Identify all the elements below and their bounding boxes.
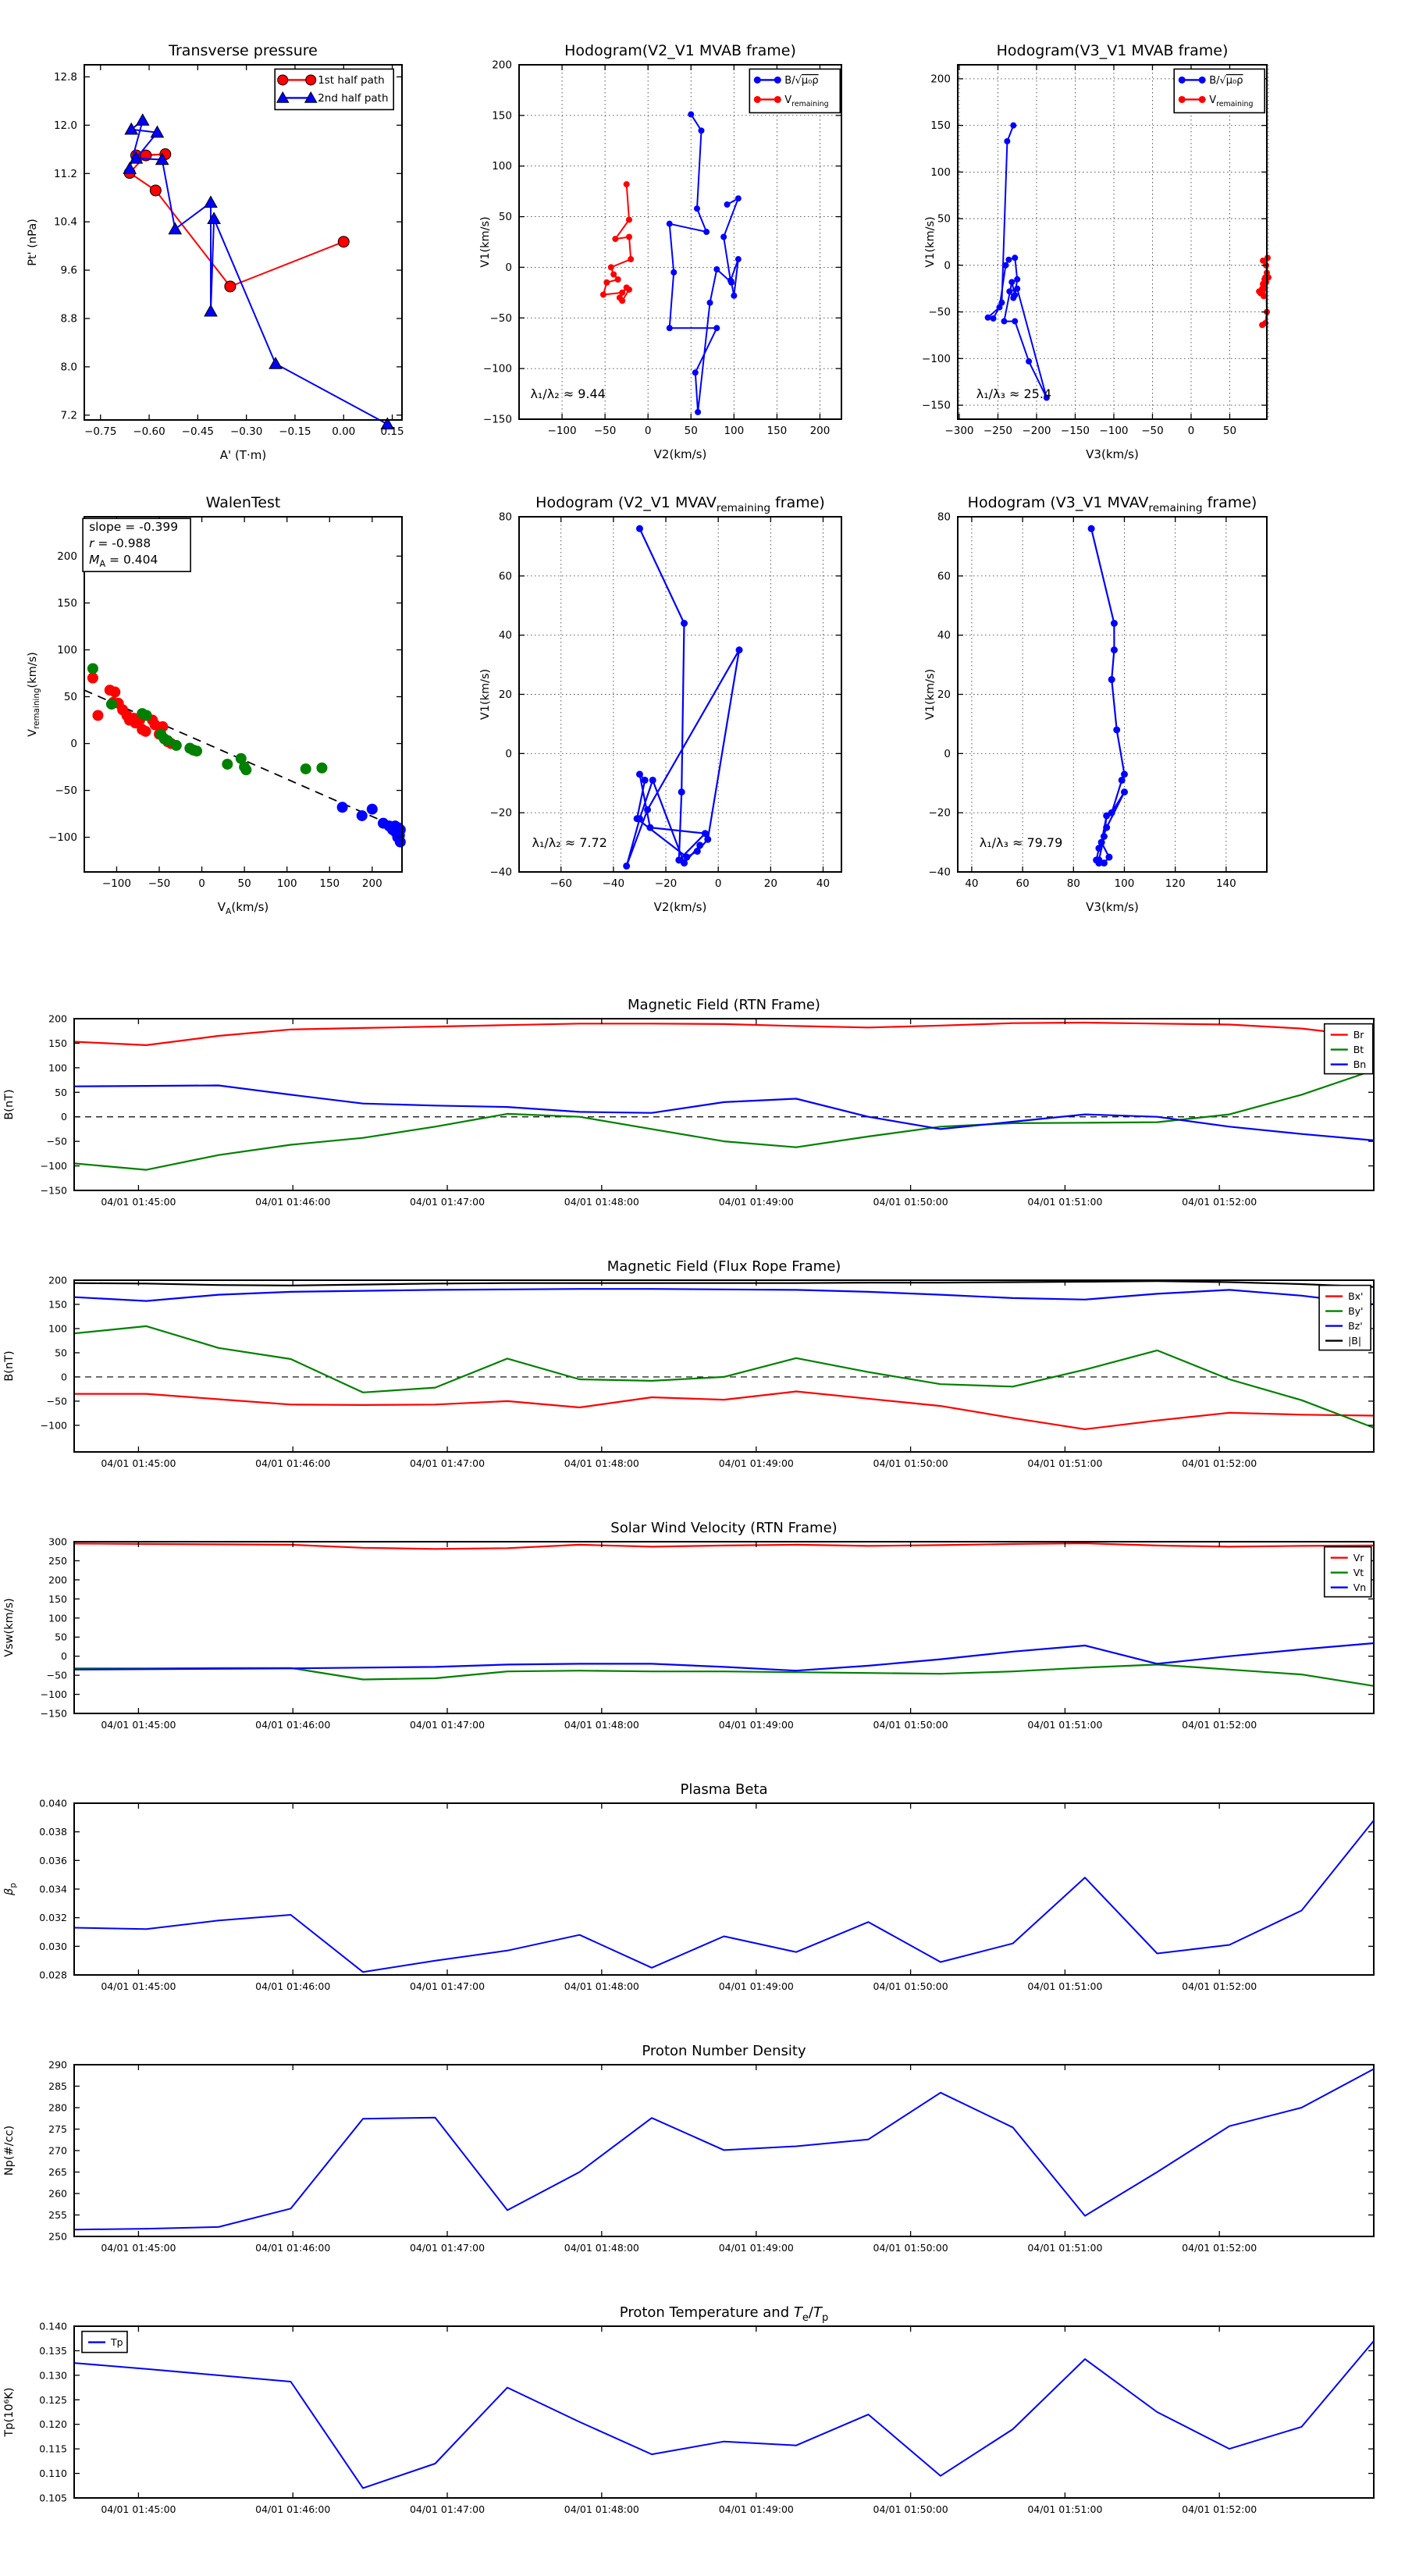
svg-text:−20: −20 xyxy=(928,806,951,820)
svg-text:100: 100 xyxy=(48,1612,67,1624)
svg-text:8.0: 8.0 xyxy=(60,361,77,374)
svg-text:0.140: 0.140 xyxy=(39,2320,67,2332)
svg-text:50: 50 xyxy=(55,1086,67,1098)
svg-text:Br: Br xyxy=(1353,1029,1364,1041)
svg-text:04/01 01:46:00: 04/01 01:46:00 xyxy=(255,2242,331,2254)
svg-text:Vsw(km/s): Vsw(km/s) xyxy=(3,1598,16,1657)
svg-text:0: 0 xyxy=(944,747,951,760)
svg-text:04/01 01:48:00: 04/01 01:48:00 xyxy=(564,1719,639,1731)
svg-text:−150: −150 xyxy=(40,1184,67,1197)
svg-text:04/01 01:52:00: 04/01 01:52:00 xyxy=(1182,2242,1257,2254)
svg-text:0.036: 0.036 xyxy=(39,1854,67,1866)
svg-text:−0.75: −0.75 xyxy=(84,425,117,438)
svg-text:Proton Number Density: Proton Number Density xyxy=(642,2043,806,2059)
svg-text:260: 260 xyxy=(48,2187,67,2200)
svg-text:1st half path: 1st half path xyxy=(318,73,385,87)
svg-text:0: 0 xyxy=(61,1371,67,1383)
svg-text:20: 20 xyxy=(498,688,512,701)
svg-text:−50: −50 xyxy=(489,311,512,325)
svg-text:−100: −100 xyxy=(40,1419,67,1432)
svg-text:280: 280 xyxy=(48,2101,67,2114)
svg-text:300: 300 xyxy=(48,1535,67,1548)
chart-solar-wind-velocity xyxy=(0,1514,1405,1741)
svg-text:04/01 01:48:00: 04/01 01:48:00 xyxy=(564,2503,639,2515)
svg-text:04/01 01:45:00: 04/01 01:45:00 xyxy=(101,2242,176,2254)
svg-text:Magnetic Field (RTN Frame): Magnetic Field (RTN Frame) xyxy=(628,997,820,1013)
svg-text:40: 40 xyxy=(498,629,512,642)
svg-text:B/√μ₀ρ: B/√μ₀ρ xyxy=(784,74,819,87)
svg-text:200: 200 xyxy=(48,1274,67,1286)
svg-text:100: 100 xyxy=(930,165,951,179)
svg-text:100: 100 xyxy=(724,425,745,437)
svg-text:120: 120 xyxy=(1165,877,1186,890)
svg-text:0.110: 0.110 xyxy=(39,2467,67,2480)
svg-text:Solar Wind Velocity (RTN Frame: Solar Wind Velocity (RTN Frame) xyxy=(610,1520,838,1536)
svg-text:12.0: 12.0 xyxy=(53,119,77,132)
svg-text:0: 0 xyxy=(714,877,722,890)
svg-text:200: 200 xyxy=(492,59,512,72)
svg-text:150: 150 xyxy=(48,1298,67,1311)
svg-text:−250: −250 xyxy=(983,425,1013,437)
svg-text:−50: −50 xyxy=(928,306,951,319)
svg-text:04/01 01:49:00: 04/01 01:49:00 xyxy=(718,1457,794,1469)
svg-text:04/01 01:46:00: 04/01 01:46:00 xyxy=(255,1980,331,1992)
svg-text:A' (T·m): A' (T·m) xyxy=(219,448,267,462)
svg-text:Np(#/cc): Np(#/cc) xyxy=(3,2125,16,2176)
svg-text:7.2: 7.2 xyxy=(60,409,77,422)
svg-text:04/01 01:45:00: 04/01 01:45:00 xyxy=(101,1719,176,1731)
svg-text:80: 80 xyxy=(1066,877,1080,890)
svg-text:04/01 01:45:00: 04/01 01:45:00 xyxy=(101,1980,176,1992)
svg-text:04/01 01:52:00: 04/01 01:52:00 xyxy=(1182,1457,1257,1469)
svg-text:r = -0.988: r = -0.988 xyxy=(89,536,151,551)
svg-text:−20: −20 xyxy=(489,806,512,820)
svg-text:265: 265 xyxy=(48,2166,67,2178)
svg-text:−100: −100 xyxy=(40,1160,67,1172)
svg-text:−150: −150 xyxy=(921,399,951,412)
svg-text:04/01 01:50:00: 04/01 01:50:00 xyxy=(873,1980,948,1992)
svg-text:200: 200 xyxy=(930,73,951,86)
svg-text:20: 20 xyxy=(763,877,777,890)
svg-text:−100: −100 xyxy=(48,831,77,845)
svg-text:Bz': Bz' xyxy=(1348,1320,1363,1332)
svg-text:λ₁/λ₃ ≈ 25.4: λ₁/λ₃ ≈ 25.4 xyxy=(976,386,1052,401)
svg-text:−20: −20 xyxy=(654,877,678,890)
svg-text:04/01 01:45:00: 04/01 01:45:00 xyxy=(101,1457,176,1469)
svg-text:−50: −50 xyxy=(46,1395,67,1407)
svg-text:|B|: |B| xyxy=(1348,1335,1362,1347)
svg-text:150: 150 xyxy=(57,596,77,610)
svg-text:04/01 01:52:00: 04/01 01:52:00 xyxy=(1182,1980,1257,1992)
svg-text:60: 60 xyxy=(498,570,512,583)
svg-text:04/01 01:46:00: 04/01 01:46:00 xyxy=(255,1457,331,1469)
svg-text:−200: −200 xyxy=(1022,425,1051,437)
svg-text:250: 250 xyxy=(48,2230,67,2243)
svg-text:0.032: 0.032 xyxy=(39,1912,67,1924)
svg-text:50: 50 xyxy=(63,691,77,704)
svg-text:04/01 01:47:00: 04/01 01:47:00 xyxy=(409,2503,486,2515)
svg-text:0: 0 xyxy=(198,877,205,890)
svg-text:04/01 01:52:00: 04/01 01:52:00 xyxy=(1182,1196,1257,1208)
svg-text:Vremaining: $V_{remaining}$ xyxy=(784,94,829,109)
svg-text:11.2: 11.2 xyxy=(53,167,77,180)
svg-text:50: 50 xyxy=(55,1631,67,1643)
svg-text:04/01 01:49:00: 04/01 01:49:00 xyxy=(718,2242,794,2254)
svg-text:Vremaining(km/s): $V_{remaining}(km/s)$ xyxy=(27,652,41,737)
svg-text:200: 200 xyxy=(48,1574,67,1586)
svg-text:04/01 01:46:00: 04/01 01:46:00 xyxy=(255,1719,331,1731)
svg-text:Plasma Beta: Plasma Beta xyxy=(680,1781,768,1798)
svg-text:04/01 01:47:00: 04/01 01:47:00 xyxy=(409,2242,486,2254)
svg-text:20: 20 xyxy=(937,688,951,701)
svg-text:−150: −150 xyxy=(40,1707,67,1720)
chart-magnetic-field-flux-rope xyxy=(0,1253,1405,1479)
chart-magnetic-field-rtn xyxy=(0,991,1405,1218)
svg-text:100: 100 xyxy=(57,643,77,656)
svg-text:Tp(10⁶K): Tp(10⁶K) xyxy=(3,2387,16,2437)
svg-text:04/01 01:50:00: 04/01 01:50:00 xyxy=(873,1457,948,1469)
svg-text:04/01 01:51:00: 04/01 01:51:00 xyxy=(1027,1196,1103,1208)
svg-text:04/01 01:45:00: 04/01 01:45:00 xyxy=(101,1196,176,1208)
svg-text:0.030: 0.030 xyxy=(39,1940,67,1952)
svg-text:04/01 01:48:00: 04/01 01:48:00 xyxy=(564,1457,639,1469)
svg-text:0: 0 xyxy=(505,747,512,760)
svg-text:290: 290 xyxy=(48,2058,67,2071)
svg-text:−100: −100 xyxy=(1099,425,1129,437)
chart-proton-number-density xyxy=(0,2037,1405,2264)
svg-text:0.120: 0.120 xyxy=(39,2418,67,2431)
svg-text:150: 150 xyxy=(930,119,951,133)
svg-text:−0.30: −0.30 xyxy=(229,425,263,438)
svg-text:Bt: Bt xyxy=(1353,1044,1364,1056)
svg-text:2nd half path: 2nd half path xyxy=(318,91,389,105)
svg-text:04/01 01:50:00: 04/01 01:50:00 xyxy=(873,2503,948,2515)
svg-text:Tp: Tp xyxy=(110,2336,123,2349)
svg-text:150: 150 xyxy=(319,877,340,890)
svg-text:275: 275 xyxy=(48,2123,67,2135)
svg-text:100: 100 xyxy=(492,160,512,173)
svg-text:Proton Temperature and Te/Tp: Proton Temperature and $T_e/T_p$ xyxy=(619,2304,829,2324)
svg-text:−300: −300 xyxy=(944,425,974,437)
svg-text:50: 50 xyxy=(937,212,951,226)
svg-text:0.00: 0.00 xyxy=(332,425,356,438)
svg-text:04/01 01:49:00: 04/01 01:49:00 xyxy=(718,2503,794,2515)
svg-text:V1(km/s): V1(km/s) xyxy=(479,216,492,268)
svg-text:λ₁/λ₂ ≈ 7.72: λ₁/λ₂ ≈ 7.72 xyxy=(532,835,607,851)
svg-text:0.115: 0.115 xyxy=(39,2443,67,2455)
svg-text:−50: −50 xyxy=(46,1135,67,1147)
svg-text:140: 140 xyxy=(1215,877,1236,890)
svg-text:B/√μ₀ρ: B/√μ₀ρ xyxy=(1209,74,1243,87)
svg-text:12.8: 12.8 xyxy=(53,70,77,84)
svg-text:04/01 01:50:00: 04/01 01:50:00 xyxy=(873,2242,948,2254)
svg-text:0.038: 0.038 xyxy=(39,1826,67,1838)
svg-text:Vremaining: $V_{remaining}$ xyxy=(1209,94,1254,109)
svg-text:−100: −100 xyxy=(921,352,951,365)
svg-text:04/01 01:51:00: 04/01 01:51:00 xyxy=(1027,1719,1103,1731)
chart-hodogram-v2v1-mvab xyxy=(476,16,882,468)
svg-text:04/01 01:50:00: 04/01 01:50:00 xyxy=(873,1719,948,1731)
svg-text:−40: −40 xyxy=(602,877,625,890)
svg-text:−0.60: −0.60 xyxy=(133,425,165,438)
svg-text:V1(km/s): V1(km/s) xyxy=(924,216,937,268)
svg-text:60: 60 xyxy=(937,570,951,583)
svg-text:slope = -0.399: slope = -0.399 xyxy=(89,520,179,535)
svg-text:100: 100 xyxy=(276,877,297,890)
chart-hodogram-v3v1-mvab xyxy=(921,16,1327,468)
svg-text:04/01 01:47:00: 04/01 01:47:00 xyxy=(409,1457,486,1469)
svg-text:Transverse pressure: Transverse pressure xyxy=(169,42,318,59)
svg-text:100: 100 xyxy=(1114,877,1135,890)
svg-text:−50: −50 xyxy=(46,1669,67,1681)
svg-text:04/01 01:47:00: 04/01 01:47:00 xyxy=(409,1980,486,1992)
svg-text:50: 50 xyxy=(1222,425,1237,437)
svg-text:50: 50 xyxy=(55,1347,67,1359)
svg-text:04/01 01:49:00: 04/01 01:49:00 xyxy=(718,1719,794,1731)
svg-text:−0.15: −0.15 xyxy=(279,425,311,438)
svg-text:WalenTest: WalenTest xyxy=(205,494,281,511)
svg-text:V2(km/s): V2(km/s) xyxy=(653,900,707,914)
chart-walen-test xyxy=(23,468,429,921)
svg-text:Vt: Vt xyxy=(1353,1567,1364,1579)
svg-text:200: 200 xyxy=(57,550,77,563)
chart-hodogram-v2v1-mvav xyxy=(476,468,882,921)
svg-text:V2(km/s): V2(km/s) xyxy=(653,447,707,461)
svg-text:0.105: 0.105 xyxy=(39,2492,67,2504)
svg-text:255: 255 xyxy=(48,2209,67,2221)
svg-text:150: 150 xyxy=(492,109,512,123)
svg-text:0.130: 0.130 xyxy=(39,2369,67,2382)
svg-text:04/01 01:46:00: 04/01 01:46:00 xyxy=(255,1196,331,1208)
svg-text:0: 0 xyxy=(61,1111,67,1123)
svg-text:Vr: Vr xyxy=(1353,1552,1364,1564)
svg-text:0: 0 xyxy=(70,738,77,751)
svg-text:04/01 01:50:00: 04/01 01:50:00 xyxy=(873,1196,948,1208)
svg-text:V3(km/s): V3(km/s) xyxy=(1086,447,1139,461)
chart-hodogram-v3v1-mvav xyxy=(921,468,1327,921)
svg-text:−50: −50 xyxy=(593,425,617,437)
svg-text:04/01 01:51:00: 04/01 01:51:00 xyxy=(1027,2242,1103,2254)
svg-text:04/01 01:51:00: 04/01 01:51:00 xyxy=(1027,2503,1103,2515)
svg-text:0: 0 xyxy=(644,425,652,437)
svg-text:04/01 01:52:00: 04/01 01:52:00 xyxy=(1182,2503,1257,2515)
svg-text:50: 50 xyxy=(684,425,698,437)
svg-text:0.028: 0.028 xyxy=(39,1969,67,1981)
svg-text:λ₁/λ₂ ≈ 9.44: λ₁/λ₂ ≈ 9.44 xyxy=(530,386,606,401)
svg-text:Hodogram(V2_V1 MVAB frame): Hodogram(V2_V1 MVAB frame) xyxy=(564,42,796,59)
svg-text:100: 100 xyxy=(48,1062,67,1074)
svg-text:V3(km/s): V3(km/s) xyxy=(1086,900,1139,914)
svg-text:150: 150 xyxy=(767,425,788,437)
svg-text:60: 60 xyxy=(1016,877,1030,890)
svg-text:0: 0 xyxy=(1187,425,1195,437)
svg-text:04/01 01:52:00: 04/01 01:52:00 xyxy=(1182,1719,1257,1731)
svg-text:10.4: 10.4 xyxy=(53,215,77,229)
svg-text:40: 40 xyxy=(816,877,831,890)
svg-text:04/01 01:45:00: 04/01 01:45:00 xyxy=(101,2503,176,2515)
svg-text:250: 250 xyxy=(48,1554,67,1567)
svg-text:Hodogram (V3_V1 MVAVremaining: Hodogram (V3_V1 $MVAV_{remaining}$ frame) xyxy=(967,494,1257,514)
svg-text:04/01 01:47:00: 04/01 01:47:00 xyxy=(409,1719,486,1731)
svg-text:MA = 0.404: $M_A = 0.404$ xyxy=(89,553,158,570)
svg-text:−100: −100 xyxy=(482,362,512,375)
svg-text:0: 0 xyxy=(944,259,951,272)
svg-text:04/01 01:48:00: 04/01 01:48:00 xyxy=(564,1980,639,1992)
svg-text:04/01 01:48:00: 04/01 01:48:00 xyxy=(564,2242,639,2254)
svg-text:285: 285 xyxy=(48,2080,67,2092)
svg-text:200: 200 xyxy=(809,425,831,437)
svg-text:VA(km/s): $V_A(km/s)$ xyxy=(217,900,269,916)
svg-text:Hodogram (V2_V1 MVAVremaining: Hodogram (V2_V1 $MVAV_{remaining}$ frame) xyxy=(535,494,825,514)
svg-text:Bx': Bx' xyxy=(1348,1290,1364,1303)
svg-text:9.6: 9.6 xyxy=(60,264,77,277)
chart-plasma-beta xyxy=(0,1776,1405,2002)
svg-text:0.135: 0.135 xyxy=(39,2344,67,2357)
svg-text:−100: −100 xyxy=(101,877,132,890)
svg-text:150: 150 xyxy=(48,1592,67,1605)
svg-text:V1(km/s): V1(km/s) xyxy=(479,668,492,720)
svg-text:V1(km/s): V1(km/s) xyxy=(924,668,937,720)
svg-text:200: 200 xyxy=(361,877,382,890)
svg-text:−150: −150 xyxy=(1060,425,1090,437)
svg-text:−100: −100 xyxy=(40,1688,67,1701)
svg-text:0.034: 0.034 xyxy=(39,1883,67,1895)
svg-text:0: 0 xyxy=(61,1650,67,1663)
svg-text:Magnetic Field (Flux Rope Fram: Magnetic Field (Flux Rope Frame) xyxy=(606,1258,841,1275)
svg-text:40: 40 xyxy=(937,629,951,642)
svg-text:−60: −60 xyxy=(550,877,572,890)
svg-text:0.15: 0.15 xyxy=(380,425,404,438)
svg-text:B(nT): B(nT) xyxy=(3,1089,16,1120)
svg-text:04/01 01:48:00: 04/01 01:48:00 xyxy=(564,1196,639,1208)
svg-text:−40: −40 xyxy=(489,866,512,879)
svg-text:80: 80 xyxy=(498,511,512,524)
svg-text:Vn: Vn xyxy=(1353,1582,1367,1594)
svg-text:Pt' (nPa): Pt' (nPa) xyxy=(27,219,39,266)
svg-text:Hodogram(V3_V1 MVAB frame): Hodogram(V3_V1 MVAB frame) xyxy=(996,42,1229,59)
svg-text:βp: $\beta_p$ xyxy=(3,1883,18,1895)
svg-text:04/01 01:51:00: 04/01 01:51:00 xyxy=(1027,1980,1103,1992)
svg-text:50: 50 xyxy=(498,211,512,224)
svg-text:−150: −150 xyxy=(482,413,512,426)
svg-text:100: 100 xyxy=(48,1322,67,1335)
svg-text:04/01 01:46:00: 04/01 01:46:00 xyxy=(255,2503,331,2515)
svg-text:−50: −50 xyxy=(148,877,171,890)
svg-text:270: 270 xyxy=(48,2144,67,2157)
chart-proton-temperature xyxy=(0,2299,1405,2525)
svg-text:0: 0 xyxy=(505,261,512,274)
svg-text:04/01 01:47:00: 04/01 01:47:00 xyxy=(409,1196,486,1208)
svg-text:−40: −40 xyxy=(928,866,951,879)
svg-text:200: 200 xyxy=(48,1012,67,1025)
svg-text:80: 80 xyxy=(937,511,951,524)
svg-text:λ₁/λ₃ ≈ 79.79: λ₁/λ₃ ≈ 79.79 xyxy=(979,835,1063,851)
svg-text:−50: −50 xyxy=(55,785,77,798)
svg-text:By': By' xyxy=(1348,1305,1364,1318)
svg-text:0.040: 0.040 xyxy=(39,1797,67,1809)
svg-text:−50: −50 xyxy=(1141,425,1164,437)
svg-text:0.125: 0.125 xyxy=(39,2393,67,2406)
svg-text:−100: −100 xyxy=(547,425,577,437)
svg-text:40: 40 xyxy=(965,877,979,890)
svg-text:B(nT): B(nT) xyxy=(3,1350,16,1382)
chart-transverse-pressure xyxy=(23,16,429,468)
svg-text:04/01 01:51:00: 04/01 01:51:00 xyxy=(1027,1457,1103,1469)
svg-text:04/01 01:49:00: 04/01 01:49:00 xyxy=(718,1980,794,1992)
svg-text:150: 150 xyxy=(48,1037,67,1049)
svg-text:−0.45: −0.45 xyxy=(181,425,215,438)
svg-text:50: 50 xyxy=(237,877,251,890)
svg-text:8.8: 8.8 xyxy=(60,312,77,326)
svg-text:04/01 01:49:00: 04/01 01:49:00 xyxy=(718,1196,794,1208)
svg-text:Bn: Bn xyxy=(1353,1059,1367,1071)
